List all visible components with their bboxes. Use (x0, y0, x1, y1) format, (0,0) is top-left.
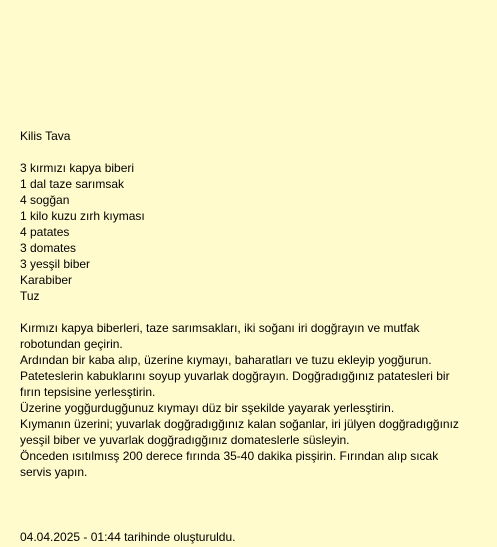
instructions-block (20, 320, 460, 480)
instruction-step: Önceden ısıtılmısş 200 derece fırında 35-40 dakika pisşirin. Fırından alıp sıcak servis yapın. (20, 449, 439, 479)
created-timestamp: 04.04.2025 - 01:44 tarihinde oluşturuldu. (20, 530, 236, 544)
ingredient-item: Tuz (20, 289, 40, 303)
instruction-step: Ardından bir kaba alıp, üzerine kıymayı, baharatları ve tuzu ekleyip yogğurun. (20, 353, 432, 367)
instruction-step: Üzerine yogğurdugğunuz kıymayı düz bir sşekilde yayarak yerlesştirin. (20, 401, 395, 415)
recipe-title: Kilis Tava (20, 129, 71, 143)
ingredient-item: 4 patates (20, 225, 70, 239)
instruction-step: Kırmızı kapya biberleri, taze sarımsakları, iki soğanı iri dogğrayın ve mutfak robotundan geçirin. (20, 321, 420, 351)
ingredient-item: 4 sogğan (20, 193, 70, 207)
ingredient-item: 3 yesşil biber (20, 257, 91, 271)
instruction-step: Kıymanın üzerini; yuvarlak dogğradıgğınız kalan soğanlar, iri jülyen dogğradıgğınız yesşil biber ve yuvarlak dogğradıgğınız domateslerle süsleyin. (20, 417, 459, 447)
ingredient-item: 3 domates (20, 241, 77, 255)
ingredient-item: 1 kilo kuzu zırh kıyması (20, 209, 145, 223)
ingredient-item: 1 dal taze sarımsak (20, 177, 125, 191)
ingredients-list (20, 160, 145, 304)
instruction-step: Pateteslerin kabuklarını soyup yuvarlak dogğrayın. Dogğradıgğınız patatesleri bir fırın tepsisine yerlesştirin. (20, 369, 450, 399)
ingredient-item: 3 kırmızı kapya biberi (20, 161, 135, 175)
ingredient-item: Karabiber (20, 273, 73, 287)
